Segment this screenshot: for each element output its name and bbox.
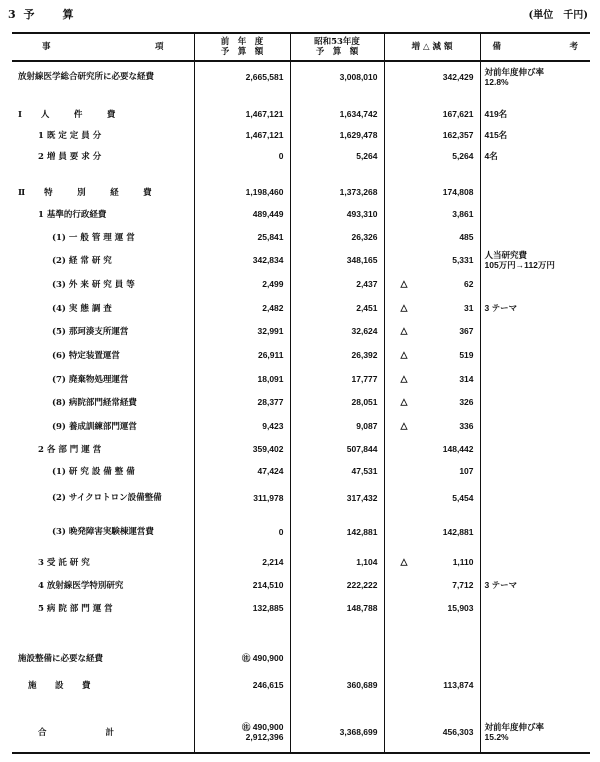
prev-budget-cell: 1,467,121 <box>194 125 290 146</box>
change-cell <box>384 483 480 514</box>
remarks-cell <box>480 459 590 483</box>
change-value: 174,808 <box>442 186 474 197</box>
remarks-cell: 415名 <box>480 125 590 146</box>
budget-cell: 26,326 <box>290 225 384 249</box>
col-header-budget-line1: 昭和53年度 <box>314 37 360 47</box>
row-label: (1) 一 般 管 理 運 営 <box>52 232 135 243</box>
spacer-cell <box>194 166 290 180</box>
budget-cell: 142,881 <box>290 514 384 551</box>
unit-label: (単位 千円) <box>528 10 588 21</box>
change-value: 5,454 <box>452 493 474 504</box>
remarks-cell: 対前年度伸び率 12.8% <box>480 61 590 92</box>
change-value: 167,621 <box>442 108 474 119</box>
prev-budget-cell: 32,991 <box>194 319 290 343</box>
decrease-triangle-icon: △ <box>400 302 408 313</box>
spacer-cell <box>194 92 290 102</box>
change-value: 142,881 <box>442 527 474 538</box>
col-header-remarks-left: 備 <box>492 42 502 52</box>
spacer-cell <box>290 92 384 102</box>
change-value: 456,303 <box>442 726 474 737</box>
prev-budget-cell: 2,665,581 <box>194 61 290 92</box>
remarks-cell <box>480 203 590 225</box>
section-title: 3 予 算 <box>8 8 76 21</box>
change-cell <box>384 225 480 249</box>
change-cell <box>384 551 480 574</box>
col-header-remarks-right: 考 <box>569 42 578 52</box>
remarks-cell: 対前年度伸び率 15.2% <box>480 712 590 753</box>
change-value: 5,264 <box>452 150 474 161</box>
row-label: (8) 病院部門経常経費 <box>52 398 137 409</box>
spacer-cell <box>12 92 194 102</box>
change-value: 7,712 <box>452 579 474 590</box>
table-row <box>12 459 590 483</box>
row-label: (5) 那珂湊支所運営 <box>52 327 129 338</box>
spacer-row <box>12 619 590 646</box>
remarks-cell <box>480 319 590 343</box>
col-header-item-right: 項 <box>154 42 164 52</box>
prev-budget-cell: 342,834 <box>194 248 290 272</box>
row-label: Ⅰ 人 件 費 <box>18 109 124 120</box>
table-row <box>12 670 590 699</box>
budget-cell: 1,104 <box>290 551 384 574</box>
row-label: (1) 研 究 設 備 整 備 <box>52 467 135 478</box>
change-cell <box>384 514 480 551</box>
table-row <box>12 125 590 146</box>
prev-budget-cell: 0 <box>194 145 290 166</box>
prev-budget-cell: 311,978 <box>194 483 290 514</box>
change-value: 314 <box>459 373 474 384</box>
budget-cell: 28,051 <box>290 390 384 414</box>
budget-cell: 1,373,268 <box>290 180 384 203</box>
row-label: Ⅱ 特 別 経 費 <box>18 187 160 198</box>
change-value: 1,110 <box>452 557 474 568</box>
col-header-item-left: 事 <box>42 42 51 52</box>
remarks-cell <box>480 272 590 296</box>
remarks-cell <box>480 414 590 438</box>
change-value: 5,331 <box>452 255 474 266</box>
remarks-cell <box>480 670 590 699</box>
table-row <box>12 296 590 320</box>
table-row <box>12 551 590 574</box>
prev-budget-cell: 2,482 <box>194 296 290 320</box>
remarks-cell <box>480 438 590 460</box>
budget-cell: 148,788 <box>290 596 384 619</box>
table-row <box>12 248 590 272</box>
col-header-budget-line2: 予 算 額 <box>315 47 359 57</box>
remarks-cell: 3 テーマ <box>480 296 590 320</box>
change-value: 162,357 <box>442 130 474 141</box>
remarks-cell <box>480 180 590 203</box>
change-cell <box>384 390 480 414</box>
remarks-cell <box>480 514 590 551</box>
decrease-triangle-icon: △ <box>400 325 408 336</box>
change-value: 3,861 <box>452 208 474 219</box>
remarks-cell <box>480 646 590 671</box>
prev-budget-cell: 132,885 <box>194 596 290 619</box>
budget-cell: 360,689 <box>290 670 384 699</box>
change-cell <box>384 102 480 125</box>
change-value: 342,429 <box>442 71 474 82</box>
decrease-triangle-icon: △ <box>400 349 408 360</box>
remarks-cell: 4名 <box>480 145 590 166</box>
change-cell <box>384 712 480 753</box>
change-cell <box>384 459 480 483</box>
change-value: 15,903 <box>447 602 474 613</box>
col-header-prev-budget-line2: 予 算 額 <box>220 47 264 57</box>
change-cell <box>384 61 480 92</box>
change-value: 113,874 <box>443 679 474 690</box>
change-cell <box>384 125 480 146</box>
prev-budget-cell: 359,402 <box>194 438 290 460</box>
remarks-cell <box>480 225 590 249</box>
row-label: 1 既 定 定 員 分 <box>38 131 102 142</box>
table-row <box>12 145 590 166</box>
budget-cell: 17,777 <box>290 367 384 391</box>
row-label: (7) 廃棄物処理運営 <box>52 374 129 385</box>
spacer-cell <box>480 619 590 646</box>
prev-budget-cell: 28,377 <box>194 390 290 414</box>
change-cell <box>384 596 480 619</box>
spacer-cell <box>12 699 194 711</box>
table-row <box>12 414 590 438</box>
decrease-triangle-icon: △ <box>400 420 408 431</box>
remarks-cell <box>480 343 590 367</box>
table-row <box>12 319 590 343</box>
table-row <box>12 514 590 551</box>
row-label: (3) 晩発障害実験棟運営費 <box>52 527 154 538</box>
remarks-cell <box>480 596 590 619</box>
row-label: 施設整備に必要な経費 <box>18 654 104 665</box>
remarks-cell: 人当研究費 105万円→112万円 <box>480 248 590 272</box>
prev-budget-cell: 9,423 <box>194 414 290 438</box>
row-label: 4 放射線医学特別研究 <box>38 580 124 591</box>
change-cell <box>384 574 480 597</box>
prev-budget-cell: 214,510 <box>194 574 290 597</box>
prev-budget-cell: 246,615 <box>194 670 290 699</box>
budget-cell: 2,437 <box>290 272 384 296</box>
row-label: (2) 経 常 研 究 <box>52 256 112 267</box>
remarks-cell <box>480 390 590 414</box>
budget-cell: 26,392 <box>290 343 384 367</box>
change-cell <box>384 145 480 166</box>
table-row <box>12 438 590 460</box>
spacer-cell <box>194 619 290 646</box>
prev-budget-cell: 25,841 <box>194 225 290 249</box>
remarks-cell <box>480 367 590 391</box>
prev-budget-cell: 26,911 <box>194 343 290 367</box>
table-row <box>12 367 590 391</box>
change-cell <box>384 670 480 699</box>
row-label: 1 基準的行政経費 <box>38 209 107 220</box>
spacer-cell <box>384 699 480 711</box>
col-header-remarks <box>480 33 590 61</box>
budget-cell: 2,451 <box>290 296 384 320</box>
change-value: 336 <box>459 420 474 431</box>
change-value: 326 <box>459 397 474 408</box>
change-value: 519 <box>459 349 474 360</box>
spacer-cell <box>480 92 590 102</box>
table-row <box>12 102 590 125</box>
budget-table <box>12 32 590 754</box>
budget-cell: 47,531 <box>290 459 384 483</box>
row-label: 施 設 費 <box>28 680 96 691</box>
table-row <box>12 596 590 619</box>
row-label: (9) 養成訓練部門運営 <box>52 421 137 432</box>
change-cell <box>384 272 480 296</box>
prev-budget-cell: 489,449 <box>194 203 290 225</box>
decrease-triangle-icon: △ <box>400 396 408 407</box>
spacer-row <box>12 166 590 180</box>
prev-budget-cell: 2,499 <box>194 272 290 296</box>
prev-budget-cell: 1,198,460 <box>194 180 290 203</box>
budget-cell: 3,368,699 <box>290 712 384 753</box>
col-header-change: 増 △ 減 額 <box>384 33 480 61</box>
table-row <box>12 61 590 92</box>
change-value: 148,442 <box>442 443 474 454</box>
decrease-triangle-icon: △ <box>400 373 408 384</box>
budget-cell: 222,222 <box>290 574 384 597</box>
row-label: 合 計 <box>12 712 194 753</box>
spacer-row <box>12 699 590 711</box>
prev-budget-cell: ㊟ 490,900 2,912,396 <box>194 712 290 753</box>
spacer-cell <box>12 619 194 646</box>
row-label: (3) 外 来 研 究 員 等 <box>52 279 135 290</box>
row-label: 放射線医学総合研究所に必要な経費 <box>18 71 155 82</box>
change-cell <box>384 646 480 671</box>
row-label: 5 病 院 部 門 運 営 <box>38 603 113 614</box>
spacer-cell <box>480 699 590 711</box>
col-header-prev-budget <box>194 33 290 61</box>
row-label: 2 各 部 門 運 営 <box>38 444 102 455</box>
budget-cell: 317,432 <box>290 483 384 514</box>
change-value: 485 <box>459 231 474 242</box>
table-row <box>12 343 590 367</box>
spacer-cell <box>290 699 384 711</box>
row-label: (2) サイクロトロン設備整備 <box>52 493 162 504</box>
change-cell <box>384 248 480 272</box>
table-row <box>12 483 590 514</box>
spacer-cell <box>384 619 480 646</box>
change-value: 107 <box>459 466 474 477</box>
table-row <box>12 574 590 597</box>
budget-cell <box>290 646 384 671</box>
col-header-budget <box>290 33 384 61</box>
change-cell <box>384 296 480 320</box>
change-cell <box>384 414 480 438</box>
row-label: (4) 実 態 調 査 <box>52 303 112 314</box>
spacer-cell <box>12 166 194 180</box>
prev-budget-cell: 1,467,121 <box>194 102 290 125</box>
remarks-cell: 419名 <box>480 102 590 125</box>
spacer-row <box>12 92 590 102</box>
change-value: 31 <box>464 302 474 313</box>
row-label: (6) 特定装置運営 <box>52 350 120 361</box>
row-label: 3 受 託 研 究 <box>38 558 90 569</box>
row-label: 2 増 員 要 求 分 <box>38 151 102 162</box>
budget-cell: 3,008,010 <box>290 61 384 92</box>
spacer-cell <box>480 166 590 180</box>
prev-budget-cell: 47,424 <box>194 459 290 483</box>
col-header-item <box>12 33 194 61</box>
table-header-row <box>12 33 590 61</box>
decrease-triangle-icon: △ <box>400 278 408 289</box>
col-header-prev-budget-line1: 前 年 度 <box>220 37 264 47</box>
remarks-cell <box>480 551 590 574</box>
change-cell <box>384 319 480 343</box>
budget-cell: 1,629,478 <box>290 125 384 146</box>
budget-cell: 507,844 <box>290 438 384 460</box>
remarks-cell: 3 テーマ <box>480 574 590 597</box>
prev-budget-cell: 2,214 <box>194 551 290 574</box>
change-value: 367 <box>459 326 474 337</box>
budget-cell: 493,310 <box>290 203 384 225</box>
table-row <box>12 180 590 203</box>
table-row <box>12 203 590 225</box>
spacer-cell <box>384 166 480 180</box>
table-row <box>12 646 590 671</box>
change-cell <box>384 203 480 225</box>
decrease-triangle-icon: △ <box>400 556 408 567</box>
remarks-cell <box>480 483 590 514</box>
budget-cell: 348,165 <box>290 248 384 272</box>
budget-cell: 9,087 <box>290 414 384 438</box>
change-cell <box>384 438 480 460</box>
change-cell <box>384 343 480 367</box>
table-row <box>12 390 590 414</box>
budget-cell: 1,634,742 <box>290 102 384 125</box>
budget-cell: 5,264 <box>290 145 384 166</box>
table-row <box>12 712 590 753</box>
spacer-cell <box>290 619 384 646</box>
change-value: 62 <box>464 278 474 289</box>
spacer-cell <box>194 699 290 711</box>
change-cell <box>384 180 480 203</box>
prev-budget-cell: ㊟ 490,900 <box>194 646 290 671</box>
budget-cell: 32,624 <box>290 319 384 343</box>
spacer-cell <box>290 166 384 180</box>
change-cell <box>384 367 480 391</box>
table-row <box>12 225 590 249</box>
table-row <box>12 272 590 296</box>
prev-budget-cell: 18,091 <box>194 367 290 391</box>
prev-budget-cell: 0 <box>194 514 290 551</box>
spacer-cell <box>384 92 480 102</box>
